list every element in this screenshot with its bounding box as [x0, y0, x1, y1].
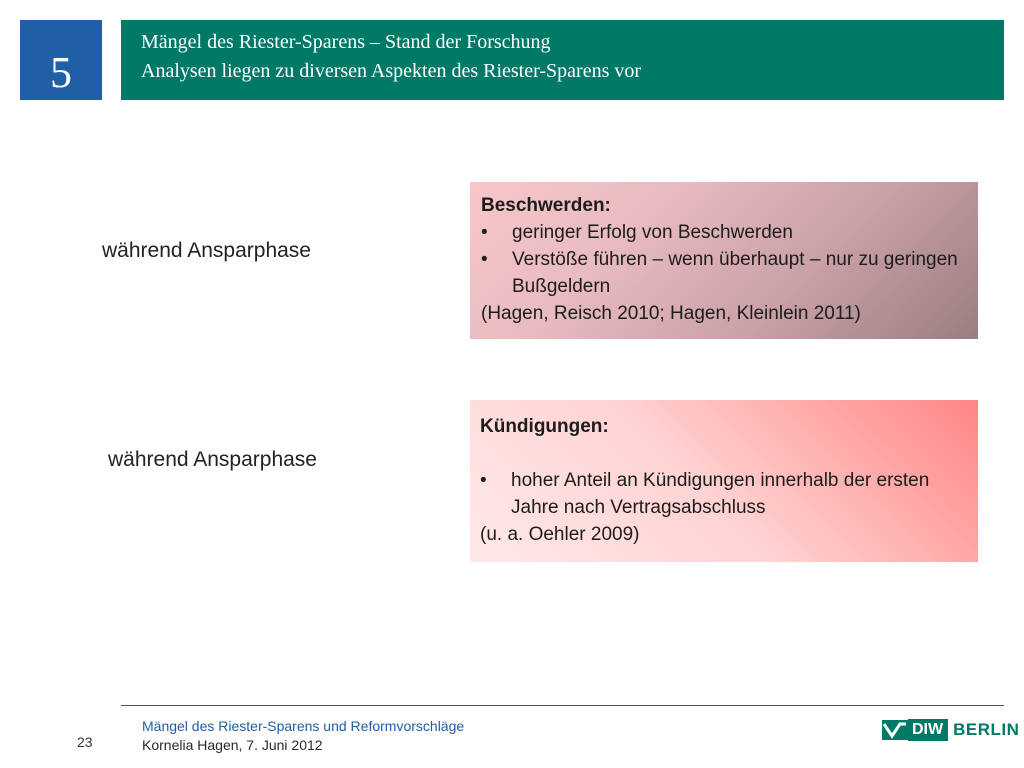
footer-text [142, 717, 464, 755]
header-title: Mängel des Riester-Sparens – Stand der Forschung [141, 31, 551, 53]
diw-berlin-logo [882, 719, 1019, 741]
list-item: • Verstöße führen – wenn überhaupt – nur zu geringen Bußgeldern [481, 246, 968, 300]
list-item: • hoher Anteil an Kündigungen innerhalb der ersten Jahre nach Vertragsabschluss [480, 467, 968, 521]
phase-label-2: während Ansparphase [108, 448, 317, 471]
logo-diw: DIW [908, 719, 948, 741]
complaints-title: Beschwerden: [481, 195, 611, 216]
list-item: • geringer Erfolg von Beschwerden [481, 219, 968, 246]
complaints-source: (Hagen, Reisch 2010; Hagen, Kleinlein 2011) [481, 303, 861, 324]
cancellations-box [470, 400, 978, 562]
section-number-badge [20, 20, 102, 100]
header-bar [121, 20, 1004, 100]
section-number: 5 [50, 48, 72, 97]
header-subtitle: Analysen liegen zu diversen Aspekten des Riester-Sparens vor [141, 60, 642, 82]
bullet-icon: • [480, 470, 487, 491]
phase-label-1: während Ansparphase [102, 239, 311, 262]
bullet-icon: • [481, 222, 488, 243]
cancellations-source: (u. a. Oehler 2009) [480, 524, 640, 545]
page-number: 23 [77, 734, 93, 750]
complaints-box [470, 182, 978, 339]
bullet-icon: • [481, 249, 488, 270]
logo-berlin: BERLIN [953, 720, 1020, 739]
footer-divider [121, 705, 1004, 706]
footer-author-date: Kornelia Hagen, 7. Juni 2012 [142, 737, 323, 753]
diw-logo-icon [882, 720, 908, 740]
footer-title: Mängel des Riester-Sparens und Reformvorschläge [142, 718, 465, 734]
cancellations-title: Kündigungen: [480, 416, 609, 437]
